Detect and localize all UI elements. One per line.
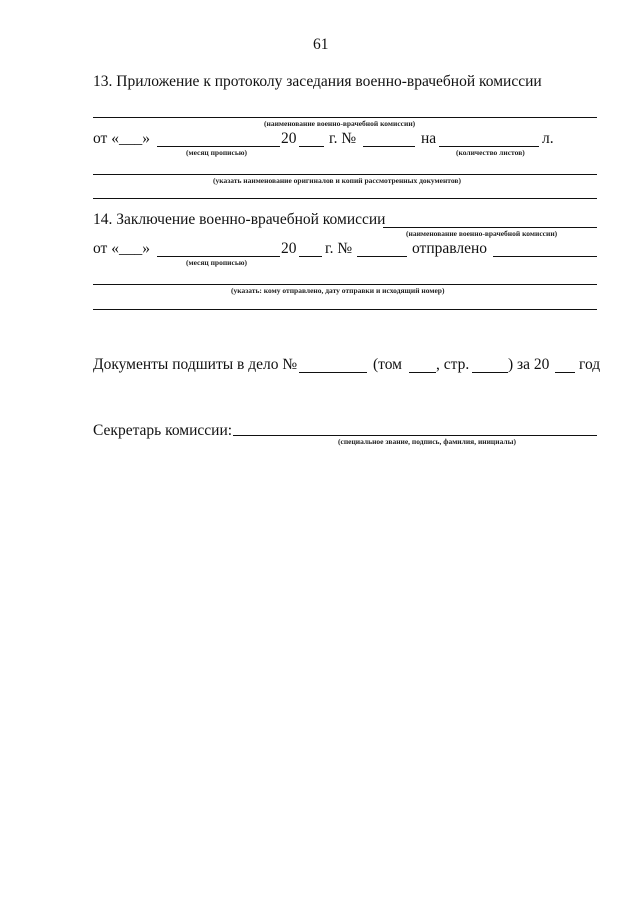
sheets-caption-13: (количество листов) [456,148,525,157]
pages-line[interactable] [472,372,508,373]
year-prefix-14: 20 [281,240,297,257]
org-name-caption-13: (наименование военно-врачебной комиссии) [264,119,416,128]
date-prefix-14: от «___» [93,240,150,257]
number-line-13[interactable] [363,146,415,147]
org-name-caption-14: (наименование военно-врачебной комиссии) [406,229,558,238]
date-prefix-13: от «___» [93,130,150,147]
number-line-14[interactable] [357,256,407,257]
docs-line-13b[interactable] [93,198,597,199]
sent-details-line-14b[interactable] [93,309,597,310]
month-line-14[interactable] [157,256,280,257]
pages-label: , стр. [436,356,470,373]
docs-line-13[interactable] [93,174,597,175]
number-label-14: г. № [325,240,353,257]
year-line-14[interactable] [299,256,322,257]
org-name-line-14[interactable] [383,227,597,228]
year-prefix-13: 20 [281,130,297,147]
year-line-13[interactable] [299,146,324,147]
filing-label: Документы подшиты в дело № [93,356,298,373]
page-number: 61 [313,36,329,53]
number-label-13: г. № [329,130,357,147]
on-label-13: на [421,130,437,147]
sent-details-line-14[interactable] [93,284,597,285]
org-name-line-13[interactable] [93,117,597,118]
month-caption-13: (месяц прописью) [186,148,248,157]
month-caption-14: (месяц прописью) [186,258,248,267]
filing-year-line[interactable] [555,372,575,373]
sent-label-14: отправлено [412,240,488,257]
docs-caption-13: (указать наименование оригиналов и копий рассмотренных документов) [213,176,461,185]
section-14-heading: 14. Заключение военно-врачебной комиссии [93,211,386,228]
volume-line[interactable] [409,372,436,373]
year-word: год [579,356,601,373]
secretary-label: Секретарь комиссии: [93,422,233,439]
sheets-suffix-13: л. [542,130,554,147]
year-label: ) за 20 [508,356,550,373]
sent-line-14[interactable] [493,256,597,257]
month-line-13[interactable] [157,146,280,147]
case-number-line[interactable] [299,372,367,373]
volume-label: (том [373,356,402,373]
secretary-caption: (специальное звание, подпись, фамилия, инициалы) [338,437,516,446]
section-13-heading: 13. Приложение к протоколу заседания военно-врачебной комиссии [93,73,542,90]
secretary-signature-line[interactable] [233,435,597,436]
sent-caption-14: (указать: кому отправлено, дату отправки и исходящий номер) [231,286,445,295]
sheets-line-13[interactable] [439,146,539,147]
